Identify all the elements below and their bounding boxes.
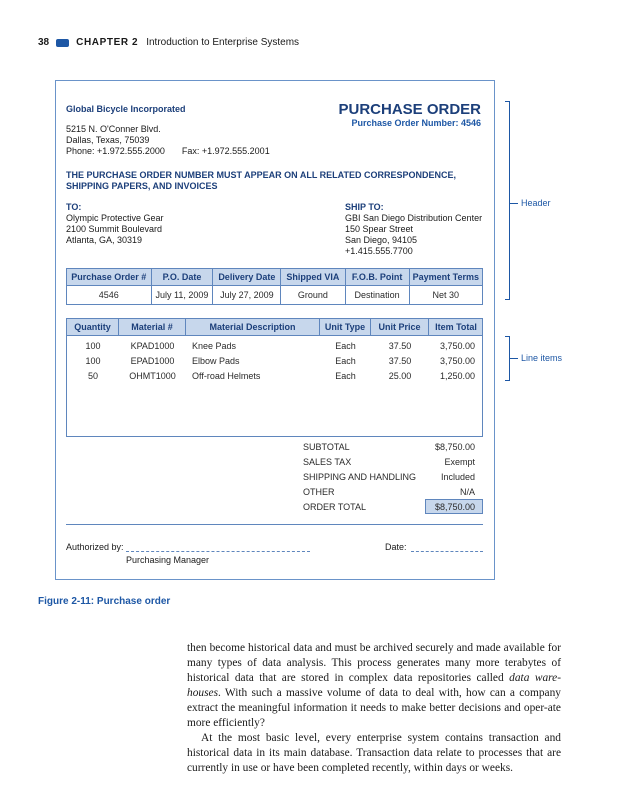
material-cell: EPAD1000 [130,356,175,366]
unit-price-cell: 37.50 [388,341,412,351]
order-info-header: P.O. Date [151,269,213,286]
ship-to-line2: 150 Spear Street [345,224,414,234]
order-info-cell: July 11, 2009 [151,286,213,305]
header-annotation: Header [521,198,551,208]
to-line1: Olympic Protective Gear [66,213,164,223]
body-text-run: . With such a massive volume of data to deal with, how can a company extract the meaningful information it needs to make better decisions and oper-ate more efficiently? [187,687,561,729]
qty-cell: 50 [87,371,98,381]
totals-value: N/A [459,487,475,497]
order-info-header: Purchase Order # [67,269,152,286]
to-line2: 2100 Summit Boulevard [66,224,163,234]
authorized-label: Authorized by: [66,542,124,552]
signer-title: Purchasing Manager [126,555,210,565]
order-info-header: F.O.B. Point [345,269,409,286]
description-cell: Off-road Helmets [192,371,261,381]
order-info-header: Shipped VIA [281,269,345,286]
unit-price-cell: 25.00 [388,371,412,381]
body-paragraph-1 [187,641,561,731]
item-total-cell: 3,750.00 [439,341,475,351]
company-phone: Phone: +1.972.555.2000 [66,146,165,156]
ship-to-line4: +1.415.555.7700 [345,246,413,256]
page-number: 38 [38,37,50,48]
form-divider [66,524,483,525]
figure-caption: Figure 2-11: Purchase order [38,596,171,607]
chapter-title: Introduction to Enterprise Systems [146,37,300,48]
order-info-header: Payment Terms [409,269,482,286]
description-cell: Elbow Pads [192,356,240,366]
line-items-header: Material # [119,319,186,335]
line-items-header-row [67,319,482,336]
body-emphasis: data ware-houses [187,672,561,699]
order-info-header: Delivery Date [213,269,281,286]
unit-type-cell: Each [335,341,356,351]
line-items-header: Item Total [435,322,477,332]
item-total-cell: 3,750.00 [439,356,475,366]
company-address-line2: Dallas, Texas, 75039 [66,135,150,145]
signature-line [126,551,310,552]
running-header [38,37,299,48]
order-info-cell: Ground [281,286,345,305]
to-line3: Atlanta, GA, 30319 [66,235,143,245]
line-items-table [66,318,483,437]
line-items-header: Unit Type [320,319,371,335]
order-info-cell: 4546 [67,286,152,305]
totals-label: SHIPPING AND HANDLING [303,472,417,482]
date-line [411,551,483,552]
material-cell: OHMT1000 [129,371,176,381]
chapter-marker-icon [56,39,69,47]
line-items-header: Material Description [186,319,320,335]
body-paragraph-2: At the most basic level, every enterprise system contains transaction and historical data in its main database. Transaction data relate to processes that are currently in use or have been completed recently, within days or weeks. [187,732,561,774]
material-cell: KPAD1000 [130,341,175,351]
totals-value: $8,750.00 [434,442,475,452]
po-title: PURCHASE ORDER [338,101,481,118]
order-info-cell: Destination [345,286,409,305]
totals-value: Included [440,472,475,482]
line-items-header: Unit Price [371,319,429,335]
totals-label: OTHER [303,487,335,497]
po-notice-line2: SHIPPING PAPERS, AND INVOICES [66,181,218,191]
chapter-label: CHAPTER 2 [76,37,139,48]
date-label: Date: [385,542,407,552]
order-total-value: $8,750.00 [434,502,475,512]
order-info-row [67,286,483,305]
ship-to-line3: San Diego, 94105 [345,235,418,245]
line-items-header: Quantity [67,319,119,335]
body-text-run: then become historical data and must be archived securely and made available for many types of data analysis. This process generates many more terabytes of historical data that are stored in complex data repositories called [187,642,561,684]
unit-type-cell: Each [335,371,356,381]
order-info-table [66,268,483,305]
header-bracket-tick [510,203,518,204]
line-items-annotation: Line items [521,353,563,363]
totals-label: SALES TAX [303,457,352,467]
order-info-header-row [67,269,483,286]
order-info-cell: July 27, 2009 [213,286,281,305]
totals-value: Exempt [444,457,475,467]
ship-to-line1: GBI San Diego Distribution Center [345,213,483,223]
qty-cell: 100 [85,341,101,351]
item-total-cell: 1,250.00 [439,371,475,381]
totals-label: SUBTOTAL [303,442,350,452]
line-items-bracket-tick [510,358,518,359]
ship-to-label: SHIP TO: [345,202,384,212]
unit-type-cell: Each [335,356,356,366]
body-text [187,641,561,776]
company-name: Global Bicycle Incorporated [66,104,186,114]
company-contact [66,146,270,157]
qty-cell: 100 [85,356,101,366]
to-label: TO: [66,202,82,212]
order-info-cell: Net 30 [409,286,482,305]
unit-price-cell: 37.50 [388,356,412,366]
description-cell: Knee Pads [192,341,237,351]
company-address-line1: 5215 N. O'Conner Blvd. [66,124,161,134]
company-fax: Fax: +1.972.555.2001 [181,146,270,156]
po-notice-line1: THE PURCHASE ORDER NUMBER MUST APPEAR ON ALL RELATED CORRESPONDENCE, [66,170,457,180]
header-bracket [505,101,510,300]
po-number: Purchase Order Number: 4546 [351,118,481,128]
order-total-label: ORDER TOTAL [303,502,367,512]
